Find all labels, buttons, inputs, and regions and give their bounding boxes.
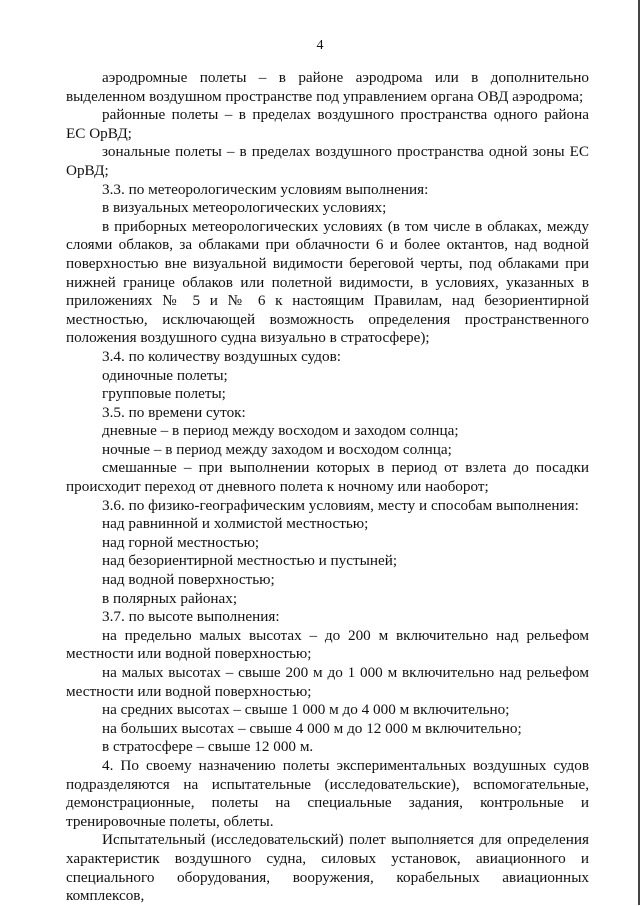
paragraph: 3.6. по физико-географическим условиям, месту и способам выполнения:: [102, 496, 579, 514]
paragraph: на больших высотах – свыше 4 000 м до 12 000 м включительно;: [102, 719, 522, 737]
paragraph: в стратосфере – свыше 12 000 м.: [102, 738, 314, 756]
paragraph: 3.7. по высоте выполнения:: [102, 608, 280, 626]
paragraph: 3.3. по метеорологическим условиям выполнения:: [102, 180, 429, 198]
paragraph: на предельно малых высотах – до 200 м включительно над рельефом местности или водной поверхностью;: [66, 626, 589, 663]
page-number: 4: [316, 38, 324, 53]
paragraph: Испытательный (исследовательский) полет выполняется для определения характеристик воздушного судна, силовых установок, авиационного и специального оборудования, вооружения, корабельных авиационных комплексов,: [66, 831, 589, 905]
document-body: [66, 69, 589, 906]
paragraph: над равнинной и холмистой местностью;: [102, 515, 369, 533]
paragraph: в визуальных метеорологических условиях;: [102, 199, 387, 217]
paragraph: смешанные – при выполнении которых в период от взлета до посадки происходит переход от дневного полета к ночному или наоборот;: [66, 459, 589, 496]
paragraph: дневные – в период между восходом и заходом солнца;: [102, 422, 459, 440]
paragraph: 3.4. по количеству воздушных судов:: [102, 347, 341, 365]
paragraph: над водной поверхностью;: [102, 571, 275, 589]
paragraph: над безориентирной местностью и пустыней;: [102, 552, 398, 570]
paragraph: зональные полеты – в пределах воздушного пространства одной зоны ЕС ОрВД;: [66, 143, 589, 179]
paragraph: ночные – в период между заходом и восходом солнца;: [102, 440, 452, 458]
paragraph: районные полеты – в пределах воздушного пространства одного района ЕС ОрВД;: [66, 106, 589, 142]
paragraph: аэродромные полеты – в районе аэродрома или в дополнительно выделенном воздушном пространстве под управлением органа ОВД аэродрома;: [66, 69, 589, 105]
paragraph: над горной местностью;: [102, 533, 260, 551]
paragraph: на малых высотах – свыше 200 м до 1 000 м включительно над рельефом местности или водной поверхностью;: [66, 664, 589, 700]
paragraph: групповые полеты;: [102, 385, 226, 403]
paragraph: в полярных районах;: [102, 589, 238, 607]
paragraph: 3.5. по времени суток:: [102, 403, 246, 421]
paragraph: одиночные полеты;: [102, 366, 228, 384]
paragraph: 4. По своему назначению полеты экспериментальных воздушных судов подразделяются на испытательные (исследовательские), вспомогательные, демонстрационные, полеты на специальные задания, контрольные и тренировочные полеты, облеты.: [66, 756, 589, 830]
paragraph: на средних высотах – свыше 1 000 м до 4 000 м включительно;: [102, 701, 510, 719]
paragraph: в приборных метеорологических условиях (в том числе в облаках, между слоями облаков, за облаками при облачности 6 и более октантов, над водной поверхностью вне визуальной видимости береговой черты, под облаками при нижней границе облаков или полетной видимости, в условиях, указанных в приложениях № 5 и № 6 к настоящим Правилам, над безориентирной местностью, исключающей возможность определения пространственного положения воздушного судна визуально в стратосфере);: [66, 217, 589, 347]
